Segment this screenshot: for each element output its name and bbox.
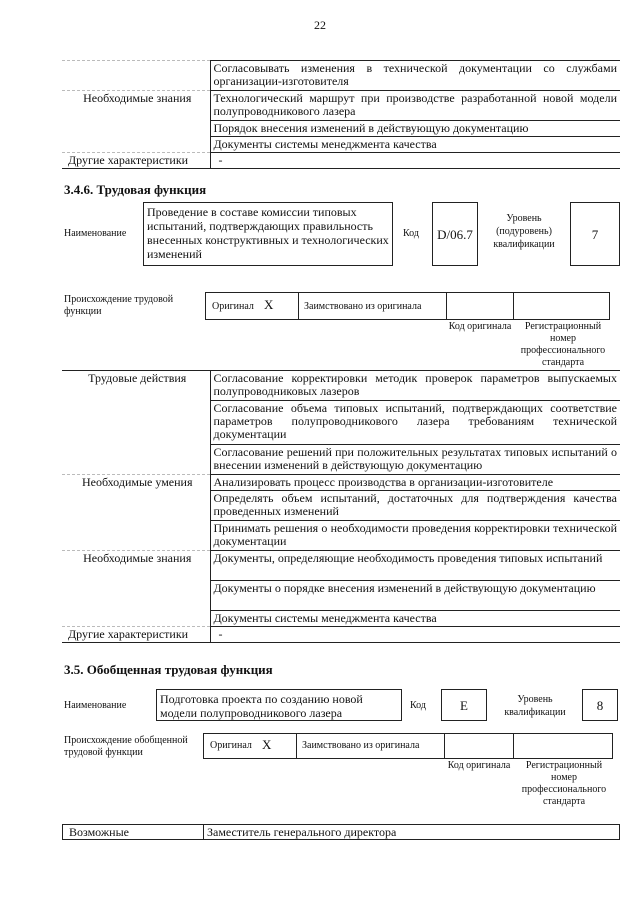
table-value-cell: Документы системы менеджмента качества	[210, 137, 620, 153]
table-label-cell	[62, 611, 210, 627]
original-mark: X	[264, 297, 274, 312]
section-title-35: 3.5. Обобщенная трудовая функция	[64, 662, 273, 677]
table-label-cell	[62, 491, 210, 521]
table-value-cell: Согласование объема типовых испытаний, подтверждающих соответствие параметров полупроводникового лазера требованиям технической документации	[210, 401, 620, 445]
table-label-cell	[62, 401, 210, 445]
table-label-cell: Трудовые действия	[62, 371, 210, 401]
orig-code-label: Код оригинала	[448, 321, 512, 332]
table-label-cell: Необходимые умения	[62, 475, 210, 491]
gen-borrowed-label: Заимствовано из оригинала	[302, 740, 420, 751]
gen-origin-row	[203, 733, 613, 759]
table-value-cell: -	[210, 153, 620, 169]
borrowed-label: Заимствовано из оригинала	[304, 301, 422, 312]
original-label: Оригинал	[212, 301, 254, 312]
origin-row	[205, 292, 610, 320]
table-value-cell: Документы системы менеджмента качества	[210, 611, 620, 627]
table-label-cell	[62, 581, 210, 611]
gen-orig-code-label: Код оригинала	[447, 760, 511, 771]
gen-original-mark: X	[262, 737, 272, 752]
table-label-cell	[62, 137, 210, 153]
gen-original-label: Оригинал	[210, 740, 252, 751]
table-value-cell: Принимать решения о необходимости проведения корректировки технической документации	[210, 521, 620, 551]
name-label: Наименование	[64, 228, 127, 239]
table-value-cell: -	[210, 627, 620, 643]
orig-code-cell	[446, 293, 514, 319]
table-label-cell: Другие характеристики	[62, 153, 210, 169]
gen-code-value-box: E	[441, 689, 487, 721]
gen-origin-label: Происхождение обобщенной трудовой функции	[64, 735, 188, 758]
page-number: 22	[314, 18, 326, 32]
level-label: Уровень (подуровень) квалификации	[493, 213, 555, 250]
table-value-cell: Согласовывать изменения в технической документации со службами организации-изготовителя	[210, 61, 620, 91]
table-value-cell: Согласование решений при положительных результатах типовых испытаний о внесении изменений в действующую документацию	[210, 445, 620, 475]
table-label-cell: Необходимые знания	[62, 91, 210, 121]
table-value-cell: Технологический маршрут при производстве разработанной новой модели полупроводникового лазера	[210, 91, 620, 121]
table-label-cell	[62, 521, 210, 551]
code-label: Код	[403, 228, 419, 239]
function-details-table	[62, 370, 620, 643]
table-value-cell: Документы, определяющие необходимость проведения типовых испытаний	[210, 551, 620, 581]
table-value-cell: Анализировать процесс производства в организации-изготовителе	[210, 475, 620, 491]
level-value-box: 7	[570, 202, 620, 266]
table-value-cell: Документы о порядке внесения изменений в действующую документацию	[210, 581, 620, 611]
gen-level-label: Уровень квалификации	[504, 694, 566, 718]
function-name-box: Проведение в составе комиссии типовых испытаний, подтверждающих правильность внесенных конструктивных и технологических изменений	[143, 202, 393, 266]
table-label-cell	[62, 445, 210, 475]
gen-level-value-box: 8	[582, 689, 618, 721]
gen-orig-code-cell	[444, 734, 514, 758]
possible-positions-row	[62, 824, 620, 840]
table-label-cell	[62, 61, 210, 91]
table-label-cell: Другие характеристики	[62, 627, 210, 643]
table-value-cell: Порядок внесения изменений в действующую документацию	[210, 121, 620, 137]
gen-code-label: Код	[410, 700, 426, 711]
origin-label: Происхождение трудовой функции	[64, 294, 174, 317]
table-value-cell: Согласование корректировки методик проверок параметров выпускаемых полупроводниковых лазеров	[210, 371, 620, 401]
gen-reg-num-label: Регистрационный номер профессионального стандарта	[521, 760, 607, 807]
gen-name-label: Наименование	[64, 700, 127, 711]
possible-value: Заместитель генерального директора	[207, 825, 397, 839]
reg-num-label: Регистрационный номер профессионального стандарта	[520, 321, 606, 368]
section-title-346: 3.4.6. Трудовая функция	[64, 182, 207, 197]
code-value-box: D/06.7	[432, 202, 478, 266]
table-label-cell	[62, 121, 210, 137]
possible-label: Возможные	[69, 825, 129, 839]
continued-table	[62, 60, 620, 169]
table-value-cell: Определять объем испытаний, достаточных для подтверждения качества проведенных изменений	[210, 491, 620, 521]
gen-function-name-box: Подготовка проекта по созданию новой модели полупроводникового лазера	[156, 689, 402, 721]
table-label-cell: Необходимые знания	[62, 551, 210, 581]
